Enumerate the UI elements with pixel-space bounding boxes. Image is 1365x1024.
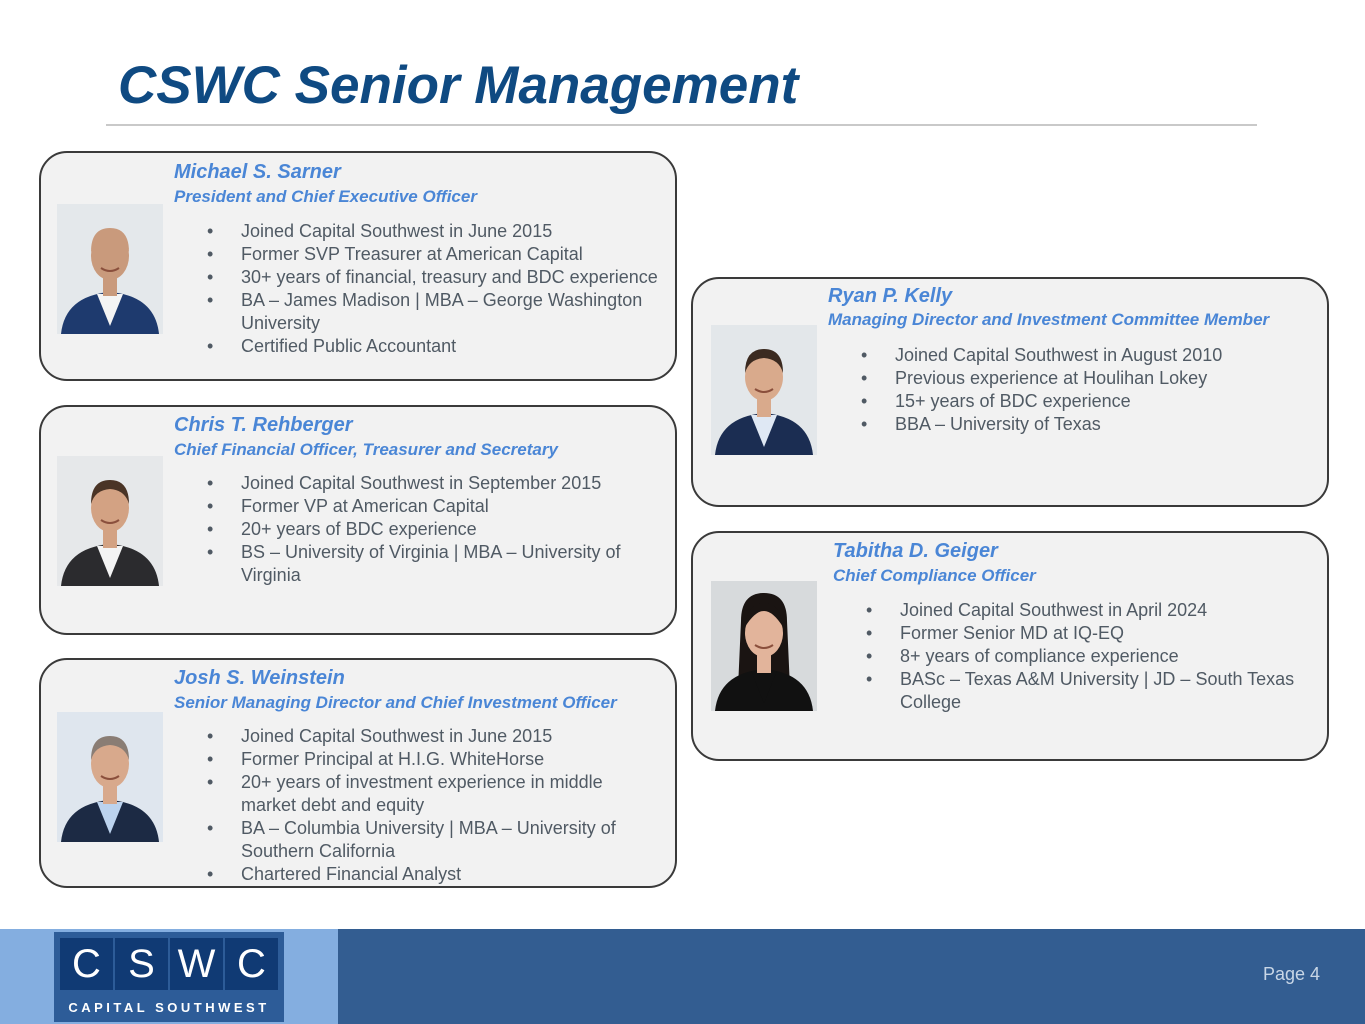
bio-bullets	[828, 344, 1318, 436]
headshot-illustration	[711, 325, 817, 455]
person-role: President and Chief Executive Officer	[174, 187, 477, 206]
headshot-photo	[57, 204, 163, 334]
person-name: Ryan P. Kelly	[828, 285, 953, 307]
bio-card-rehberger	[39, 405, 677, 635]
bio-bullet: • BA – Columbia University | MBA – University of Southern California	[174, 817, 654, 863]
headshot-photo	[57, 712, 163, 842]
bio-bullet: • 30+ years of financial, treasury and BDC experience	[174, 266, 674, 289]
bio-bullet: • Previous experience at Houlihan Lokey	[828, 367, 1318, 390]
bio-card-weinstein	[39, 658, 677, 888]
bio-bullets	[833, 599, 1323, 714]
person-name: Chris T. Rehberger	[174, 414, 353, 436]
headshot-illustration	[57, 712, 163, 842]
headshot-photo	[711, 581, 817, 711]
bio-bullets	[174, 220, 674, 358]
logo-letter: W	[170, 938, 223, 990]
person-role: Senior Managing Director and Chief Investment Officer	[174, 693, 617, 712]
bio-bullet: • Joined Capital Southwest in April 2024	[833, 599, 1323, 622]
logo-letters	[60, 938, 278, 990]
bio-bullet: • Joined Capital Southwest in August 2010	[828, 344, 1318, 367]
person-role: Managing Director and Investment Committee Member	[828, 310, 1270, 329]
bio-bullet: • Former Senior MD at IQ-EQ	[833, 622, 1323, 645]
title-divider	[106, 124, 1257, 126]
headshot-illustration	[57, 456, 163, 586]
person-role: Chief Compliance Officer	[833, 566, 1036, 585]
bio-bullet: • 8+ years of compliance experience	[833, 645, 1323, 668]
person-name: Michael S. Sarner	[174, 161, 341, 183]
headshot-illustration	[711, 581, 817, 711]
footer-band-dark	[338, 929, 1365, 1024]
bio-bullets	[174, 472, 674, 587]
headshot-photo	[57, 456, 163, 586]
bio-bullet: • BBA – University of Texas	[828, 413, 1318, 436]
bio-bullet: • BS – University of Virginia | MBA – University of Virginia	[174, 541, 674, 587]
bio-bullet: • 20+ years of investment experience in middle market debt and equity	[174, 771, 654, 817]
headshot-photo	[711, 325, 817, 455]
bio-bullets	[174, 725, 654, 886]
person-name: Josh S. Weinstein	[174, 667, 345, 689]
bio-bullet: • Former Principal at H.I.G. WhiteHorse	[174, 748, 654, 771]
person-name: Tabitha D. Geiger	[833, 540, 998, 562]
bio-bullet: • Joined Capital Southwest in June 2015	[174, 725, 654, 748]
bio-bullet: • Certified Public Accountant	[174, 335, 674, 358]
headshot-illustration	[57, 204, 163, 334]
bio-bullet: • BA – James Madison | MBA – George Washington University	[174, 289, 674, 335]
bio-card-sarner	[39, 151, 677, 381]
bio-bullet: • Former VP at American Capital	[174, 495, 674, 518]
bio-bullet: • 15+ years of BDC experience	[828, 390, 1318, 413]
logo-letter: C	[60, 938, 113, 990]
bio-bullet: • BASc – Texas A&M University | JD – South Texas College	[833, 668, 1323, 714]
cswc-logo	[54, 932, 284, 1022]
bio-bullet: • Joined Capital Southwest in September 2015	[174, 472, 674, 495]
bio-card-kelly	[691, 277, 1329, 507]
bio-bullet: • Joined Capital Southwest in June 2015	[174, 220, 674, 243]
bio-card-geiger	[691, 531, 1329, 761]
logo-subtitle: CAPITAL SOUTHWEST	[68, 1000, 270, 1015]
bio-bullet: • Former SVP Treasurer at American Capital	[174, 243, 674, 266]
bio-bullet: • 20+ years of BDC experience	[174, 518, 674, 541]
person-role: Chief Financial Officer, Treasurer and Secretary	[174, 440, 558, 459]
page-title: CSWC Senior Management	[118, 56, 799, 115]
bio-bullet: • Chartered Financial Analyst	[174, 863, 654, 886]
logo-letter: C	[225, 938, 278, 990]
page-number: Page 4	[1263, 964, 1321, 984]
logo-letter: S	[115, 938, 168, 990]
